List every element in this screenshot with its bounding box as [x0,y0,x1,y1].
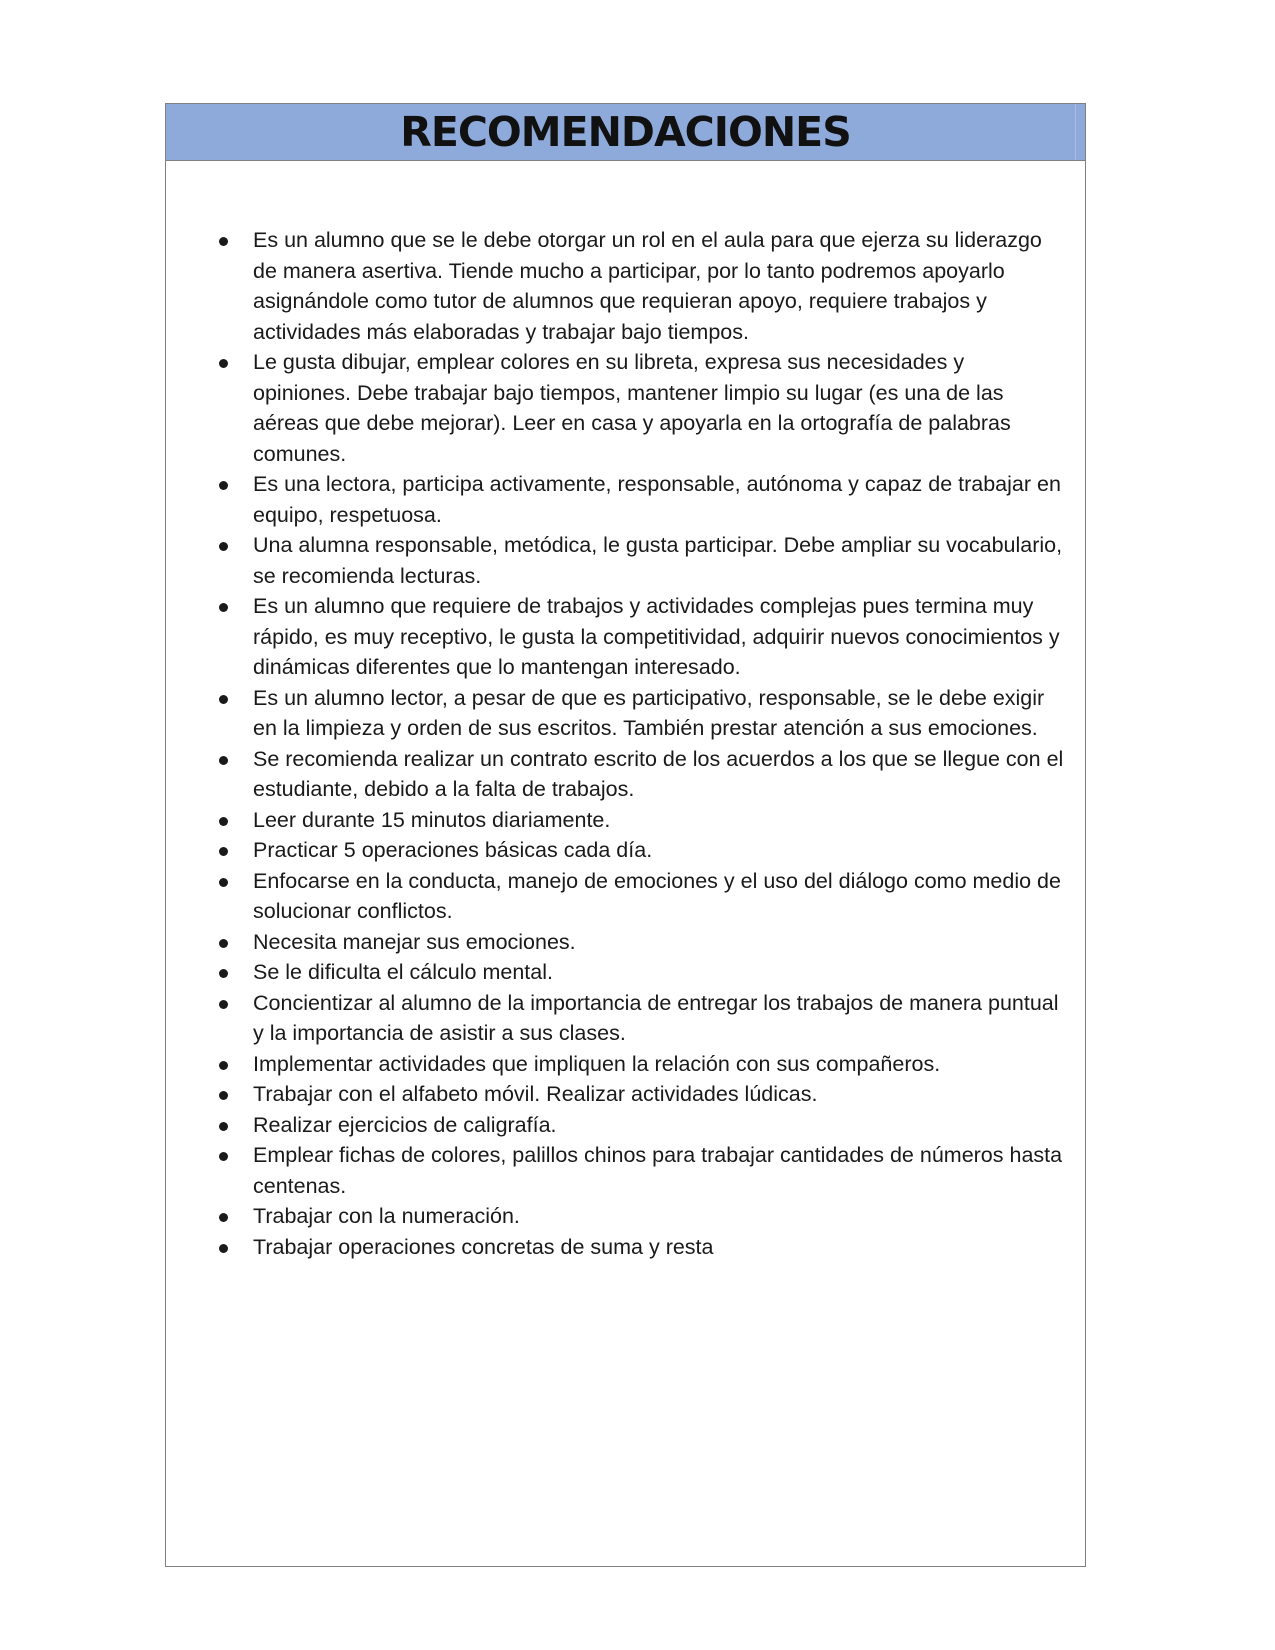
list-item-text: Trabajar operaciones concretas de suma y resta [253,1234,714,1259]
list-item [166,225,1066,347]
list-item-text: Una alumna responsable, metódica, le gusta participar. Debe ampliar su vocabulario, se recomienda lecturas. [253,533,1063,588]
bullet-icon [219,817,228,826]
list-item-text: Se recomienda realizar un contrato escrito de los acuerdos a los que se llegue con el estudiante, debido a la falta de trabajos. [253,746,1064,801]
list-item-text: Implementar actividades que impliquen la relación con sus compañeros. [253,1051,941,1076]
recommendations-list [166,225,1066,1262]
list-item [166,927,1066,958]
list-item [166,1140,1066,1201]
list-item [166,683,1066,744]
list-item-text: Es un alumno que se le debe otorgar un rol en el aula para que ejerza su liderazgo de manera asertiva. Tiende mucho a participar, por lo tanto podremos apoyarlo asignándole como tutor de alumnos que requieran apoyo, requiere trabajos y actividades más elaboradas y trabajar bajo tiempos. [253,228,1042,344]
bullet-icon [219,237,228,246]
list-item [166,988,1066,1049]
list-item [166,347,1066,469]
bullet-icon [219,603,228,612]
list-item [166,1232,1066,1263]
list-item-text: Es una lectora, participa activamente, responsable, autónoma y capaz de trabajar en equipo, respetuosa. [253,472,1061,527]
list-item [166,1110,1066,1141]
bullet-icon [219,1091,228,1100]
list-item-text: Trabajar con el alfabeto móvil. Realizar actividades lúdicas. [253,1082,818,1106]
list-item [166,1049,1066,1080]
list-item-text: Trabajar con la numeración. [253,1204,520,1228]
bullet-icon [219,1244,228,1253]
page-title: RECOMENDACIONES [400,108,851,156]
bullet-icon [219,847,228,856]
list-item-text: Le gusta dibujar, emplear colores en su libreta, expresa sus necesidades y opiniones. Debe trabajar bajo tiempos, mantener limpio su lugar (es una de las aéreas que debe mejorar). Leer en casa y apoyarla en la ortografía de palabras comunes. [253,350,1011,466]
bullet-icon [219,878,228,887]
bullet-icon [219,1213,228,1222]
bullet-icon [219,969,228,978]
bullet-icon [219,481,228,490]
list-item-text: Realizar ejercicios de caligrafía. [253,1112,557,1137]
list-item [166,1079,1066,1110]
list-item-text: Se le dificulta el cálculo mental. [253,960,553,984]
list-item [166,835,1066,866]
list-item [166,530,1066,591]
list-item-text: Enfocarse en la conducta, manejo de emociones y el uso del diálogo como medio de solucionar conflictos. [253,868,1061,923]
list-item-text: Es un alumno que requiere de trabajos y actividades complejas pues termina muy rápido, es muy receptivo, le gusta la competitividad, adquirir nuevos conocimientos y dinámicas diferentes que lo mantengan interesado. [253,594,1060,679]
list-item [166,744,1066,805]
list-item-text: Concientizar al alumno de la importancia de entregar los trabajos de manera puntual y la importancia de asistir a sus clases. [253,990,1059,1045]
bullet-icon [219,756,228,765]
bullet-icon [219,1152,228,1161]
title-band [166,104,1085,161]
list-item [166,469,1066,530]
bullet-icon [219,1122,228,1131]
bullet-icon [219,939,228,948]
list-item-text: Leer durante 15 minutos diariamente. [253,807,611,832]
recommendations-box [165,103,1086,1567]
list-item-text: Es un alumno lector, a pesar de que es participativo, responsable, se le debe exigir en la limpieza y orden de sus escritos. También prestar atención a sus emociones. [253,685,1045,740]
bullet-icon [219,695,228,704]
bullet-icon [219,542,228,551]
list-item [166,805,1066,836]
list-item [166,591,1066,683]
list-item-text: Practicar 5 operaciones básicas cada día. [253,838,653,862]
list-item [166,957,1066,988]
bullet-icon [219,1000,228,1009]
list-item-text: Necesita manejar sus emociones. [253,929,576,954]
list-item [166,1201,1066,1232]
list-item [166,866,1066,927]
bullet-icon [219,1061,228,1070]
list-item-text: Emplear fichas de colores, palillos chinos para trabajar cantidades de números hasta centenas. [253,1143,1063,1198]
bullet-icon [219,359,228,368]
